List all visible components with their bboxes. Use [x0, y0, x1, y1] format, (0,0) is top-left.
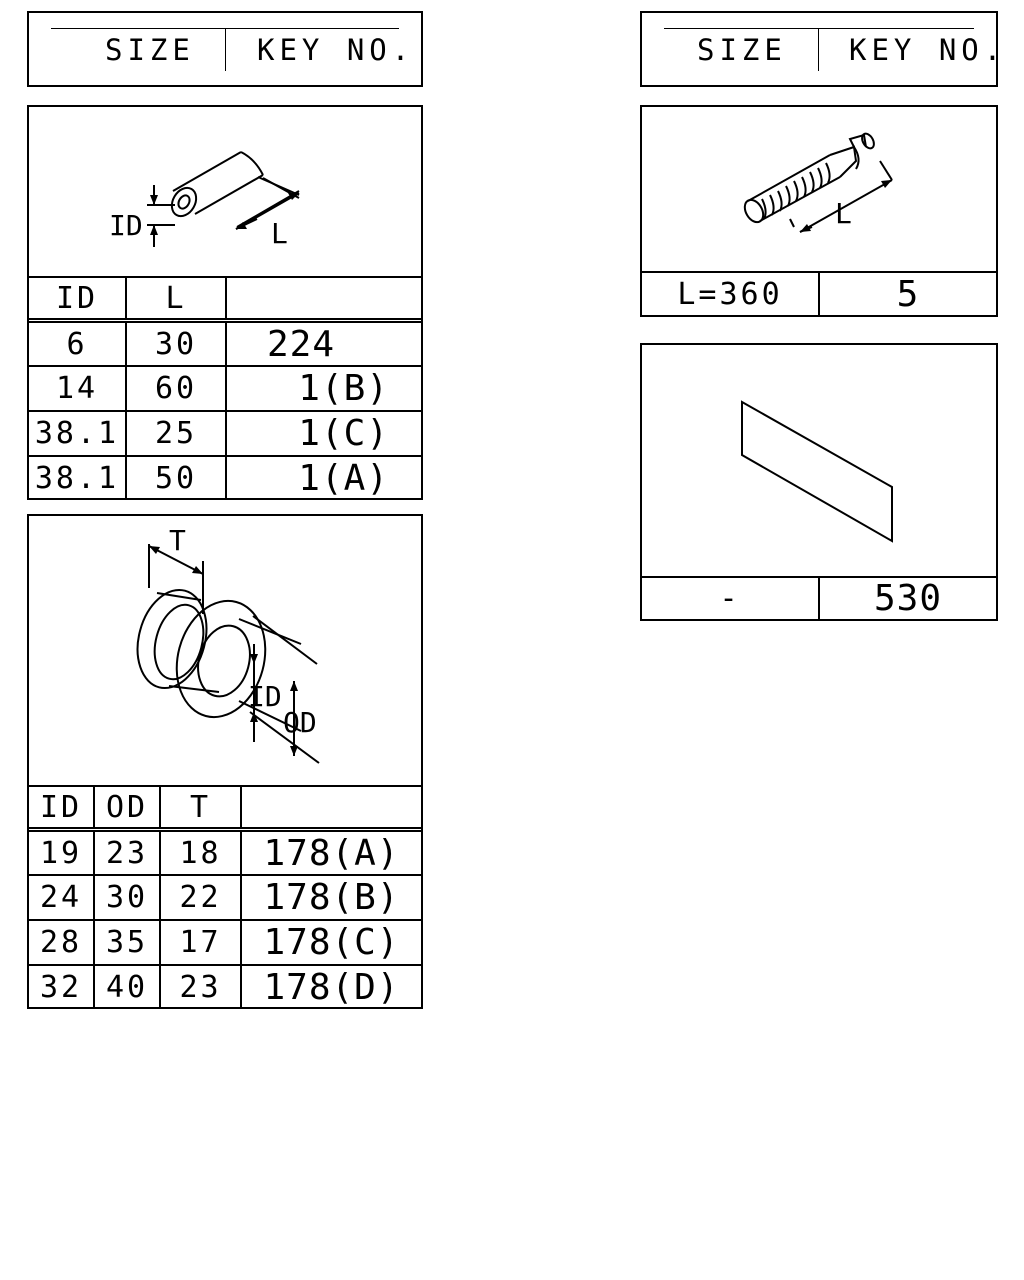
size-cell: L=360	[642, 273, 820, 315]
od-dimension-label: OD	[283, 706, 317, 739]
length-cell: 30	[127, 323, 227, 365]
table-row	[29, 457, 421, 500]
size-cell: -	[642, 578, 820, 619]
pad-illustration	[642, 345, 996, 577]
thickness-cell: 18	[161, 832, 242, 874]
hose-illustration	[642, 107, 996, 272]
column-header-id: ID	[29, 278, 127, 318]
od-cell: 23	[95, 832, 161, 874]
id-cell: 38.1	[29, 412, 127, 455]
key-cell: 1(B)	[298, 368, 389, 409]
table-row	[29, 921, 421, 966]
table-row	[29, 323, 421, 367]
id-cell: 14	[29, 367, 127, 410]
id-cell: 24	[29, 876, 95, 919]
key-cell: 1(A)	[298, 458, 389, 499]
od-cell: 35	[95, 921, 161, 964]
table-row	[642, 576, 996, 619]
table-header-row	[29, 787, 421, 832]
column-header-id: ID	[29, 787, 95, 827]
column-header-length: L	[127, 278, 227, 318]
id-cell: 19	[29, 832, 95, 874]
tube-illustration	[29, 107, 421, 277]
size-column-label: SIZE	[697, 33, 787, 67]
table-header-row	[29, 278, 421, 323]
size-column-label: SIZE	[105, 33, 195, 67]
id-cell: 6	[29, 323, 127, 365]
thickness-cell: 22	[161, 876, 242, 919]
key-cell: 178(A)	[263, 832, 400, 874]
od-cell: 30	[95, 876, 161, 919]
length-cell: 60	[127, 367, 227, 410]
table-row	[29, 876, 421, 921]
tube-panel	[27, 105, 423, 500]
table-row	[29, 412, 421, 457]
thickness-cell: 23	[161, 966, 242, 1009]
table-row	[642, 271, 996, 315]
key-cell: 224	[267, 323, 336, 365]
left-header	[27, 11, 423, 87]
header-divider	[818, 28, 819, 71]
key-cell: 178(D)	[263, 967, 400, 1008]
key-cell: 530	[873, 578, 943, 619]
key-cell: 178(B)	[263, 877, 400, 918]
table-row	[29, 832, 421, 876]
id-cell: 38.1	[29, 457, 127, 500]
thickness-cell: 17	[161, 921, 242, 964]
column-header-key	[242, 787, 421, 827]
length-cell: 50	[127, 457, 227, 500]
column-header-key	[227, 278, 421, 318]
column-header-thickness: T	[161, 787, 242, 827]
grommet-illustration	[29, 516, 421, 786]
key-cell: 5	[896, 273, 920, 315]
length-dimension-label: L	[271, 217, 288, 250]
header-rule	[664, 28, 974, 29]
id-dimension-label: ID	[248, 680, 282, 713]
grommet-panel	[27, 514, 423, 1009]
key-column-label: KEY NO.	[257, 33, 415, 67]
column-header-od: OD	[95, 787, 161, 827]
table-row	[29, 367, 421, 412]
key-cell: 178(C)	[263, 922, 400, 963]
od-cell: 40	[95, 966, 161, 1009]
header-divider	[225, 28, 226, 71]
id-dimension-label: ID	[109, 209, 143, 242]
key-cell: 1(C)	[298, 413, 389, 454]
table-row	[29, 966, 421, 1009]
pad-panel	[640, 343, 998, 621]
thickness-dimension-label: T	[169, 524, 186, 557]
length-dimension-label: L	[835, 197, 852, 230]
key-column-label: KEY NO.	[849, 33, 1007, 67]
right-header	[640, 11, 1007, 87]
length-cell: 25	[127, 412, 227, 455]
hose-panel	[640, 105, 998, 317]
id-cell: 32	[29, 966, 95, 1009]
id-cell: 28	[29, 921, 95, 964]
